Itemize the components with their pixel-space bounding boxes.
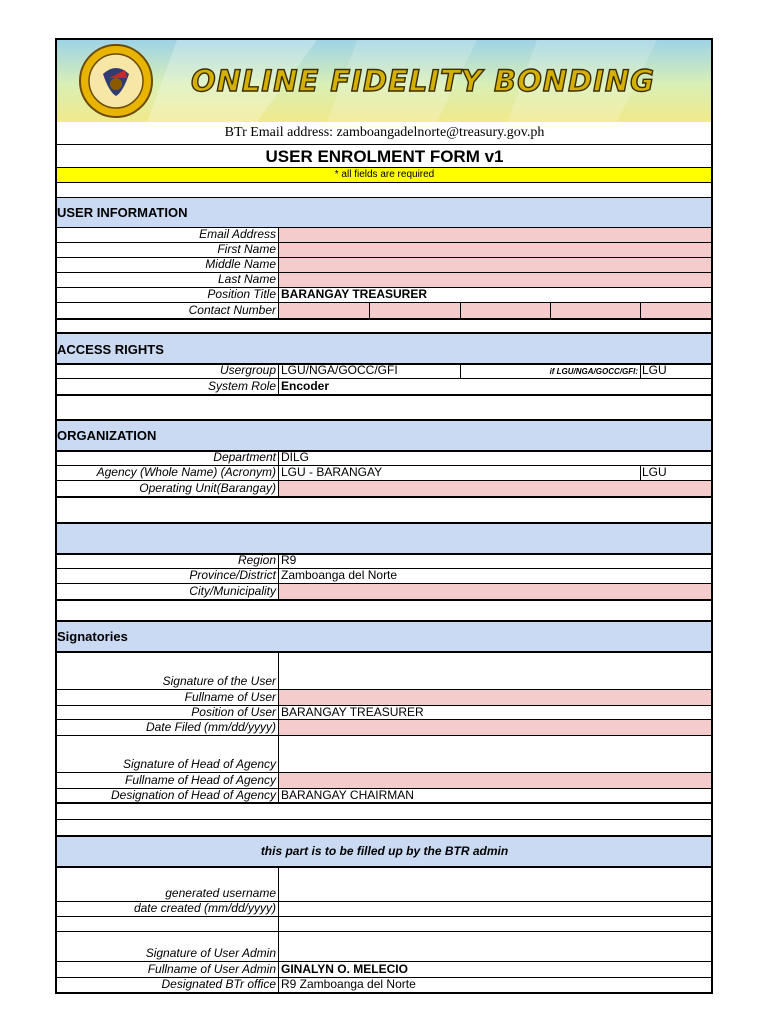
department-value: DILG <box>281 450 310 464</box>
signature-admin-label: Signature of User Admin <box>145 946 276 960</box>
designated-office-value: R9 Zamboanga del Norte <box>281 977 416 991</box>
region-label: Region <box>237 553 276 567</box>
fullname-admin-label: Fullname of User Admin <box>147 962 276 976</box>
if-lgu-value: LGU <box>642 363 667 377</box>
location-header-bg <box>57 524 712 554</box>
if-lgu-label: if LGU/NGA/GOCC/GFI: <box>549 367 638 376</box>
position-title-label: Position Title <box>207 287 276 301</box>
fullname-head-agency-field[interactable] <box>279 773 712 788</box>
agency-label: Agency (Whole Name) (Acronym) <box>96 465 276 479</box>
usergroup-value: LGU/NGA/GOCC/GFI <box>281 363 398 377</box>
admin-heading: this part is to be filled up by the BTR admin <box>260 844 509 858</box>
signatories-heading: Signatories <box>57 629 128 644</box>
date-filed-field[interactable] <box>279 720 712 735</box>
organization-heading: ORGANIZATION <box>57 428 157 443</box>
position-title-value: BARANGAY TREASURER <box>281 287 428 301</box>
system-role-value: Encoder <box>281 379 330 393</box>
user-info-heading: USER INFORMATION <box>57 205 188 220</box>
last-name-label: Last Name <box>217 272 276 286</box>
middle-name-label: Middle Name <box>205 257 276 271</box>
contact-number-field[interactable] <box>279 303 712 318</box>
city-municipality-field[interactable] <box>279 584 712 599</box>
fullname-admin-value: GINALYN O. MELECIO <box>281 962 408 976</box>
signature-head-label: Signature of Head of Agency <box>123 757 276 771</box>
email-address-label: Email Address <box>199 227 276 241</box>
signature-head-area[interactable] <box>279 736 711 772</box>
fullname-user-label: Fullname of User <box>184 690 276 704</box>
designation-head-value: BARANGAY CHAIRMAN <box>281 788 414 802</box>
first-name-label: First Name <box>217 242 276 256</box>
fullname-of-user-field[interactable] <box>279 690 712 705</box>
signatories-header-bg <box>57 622 712 652</box>
generated-username-label: generated username <box>165 886 276 900</box>
banner-title: ONLINE FIDELITY BONDING <box>191 64 655 98</box>
agency-value: LGU - BARANGAY <box>281 465 383 479</box>
email-line: BTr Email address: zamboangadelnorte@treasury.gov.ph <box>224 125 545 140</box>
operating-unit-field[interactable] <box>279 481 712 496</box>
first-name-field[interactable] <box>279 243 712 257</box>
contact-number-label: Contact Number <box>188 303 276 317</box>
last-name-field[interactable] <box>279 273 712 287</box>
fullname-head-label: Fullname of Head of Agency <box>125 773 276 787</box>
seal-logo <box>79 44 153 118</box>
designation-head-label: Designation of Head of Agency <box>111 788 276 802</box>
system-role-label: System Role <box>207 379 276 393</box>
city-municipality-label: City/Municipality <box>189 584 276 598</box>
middle-name-field[interactable] <box>279 258 712 272</box>
region-value: R9 <box>281 553 297 567</box>
signature-user-area[interactable] <box>279 653 711 689</box>
date-filed-label: Date Filed (mm/dd/yyyy) <box>145 720 276 734</box>
operating-unit-label: Operating Unit(Barangay) <box>139 481 276 495</box>
form-title: USER ENROLMENT FORM v1 <box>265 147 504 166</box>
province-label: Province/District <box>189 568 276 582</box>
usergroup-label: Usergroup <box>219 363 276 377</box>
position-user-label: Position of User <box>191 705 276 719</box>
banner <box>57 40 712 122</box>
email-address-field[interactable] <box>279 228 712 242</box>
department-label: Department <box>213 450 276 464</box>
position-user-value: BARANGAY TREASURER <box>281 705 424 719</box>
designated-office-label: Designated BTr office <box>161 977 276 991</box>
required-note: * all fields are required <box>57 168 712 182</box>
date-created-label: date created (mm/dd/yyyy) <box>133 901 276 915</box>
access-rights-heading: ACCESS RIGHTS <box>57 342 164 357</box>
signature-user-label: Signature of the User <box>162 674 276 688</box>
province-value: Zamboanga del Norte <box>281 568 398 582</box>
agency-acronym: LGU <box>642 465 667 479</box>
